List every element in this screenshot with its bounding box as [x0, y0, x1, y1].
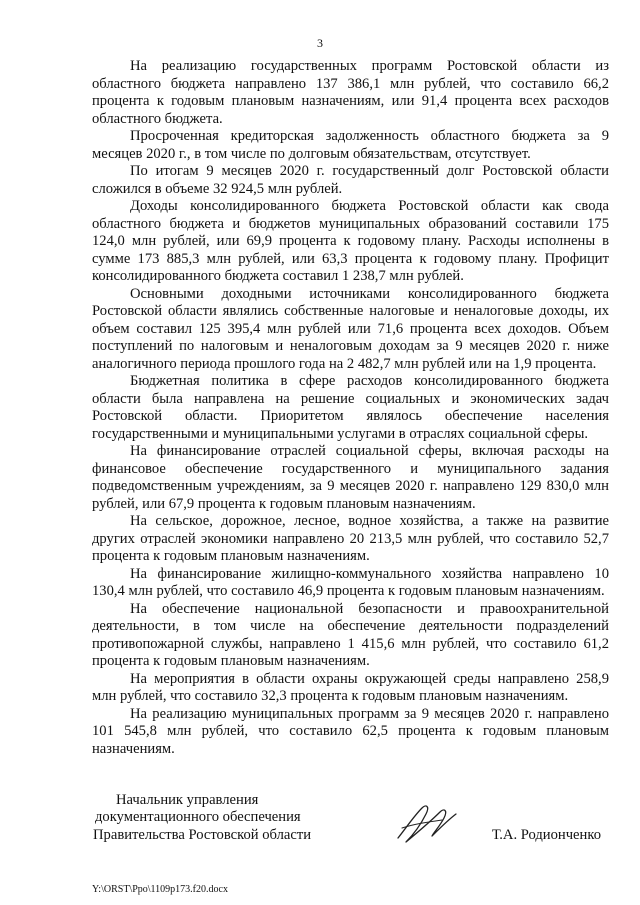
paragraph-environment: На мероприятия в области охраны окружающей среды направлено 258,9 млн рублей, что составило 32,3 процента к годовым плановым назначениям. [92, 670, 609, 704]
paragraph-consolidated-revenue: Доходы консолидированного бюджета Ростовской области как свода областного бюджета и бюджетов муниципальных образований составили 175 124,0 млн рублей, или 69,9 процента к годовому плану. Расходы исполнены в сумме 173 885,3 млн рублей, или 63,3 процента к годовому плану. Профицит консолидированного бюджета составил 1 238,7 млн рублей. [92, 198, 609, 284]
signatory-title-line-1: Начальник управления [116, 792, 259, 808]
paragraph-budget-policy: Бюджетная политика в сфере расходов консолидированного бюджета области была направлена на решение социальных и экономических задач Ростовской области. Приоритетом являлось обеспечение населения государственными и муниципальными услугами в отраслях социальной сферы. [92, 373, 609, 442]
paragraph-payables: Просроченная кредиторская задолженность областного бюджета за 9 месяцев 2020 г., в том числе по долговым обязательствам, отсутствует. [92, 128, 609, 162]
page-number: 3 [317, 36, 323, 50]
signatory-title-line-2: документационного обеспечения [95, 809, 301, 825]
signatory-title-line-3: Правительства Ростовской области [93, 827, 312, 843]
paragraph-municipal-programs: На реализацию муниципальных программ за 9 месяцев 2020 г. направлено 101 545,8 млн рублей, что составило 62,5 процента к годовым плановым назначениям. [92, 705, 609, 757]
signatory-name: Т.А. Родионченко [491, 827, 601, 843]
paragraph-security: На обеспечение национальной безопасности и правоохранительной деятельности, в том числе на обеспечение деятельности подразделений противопожарной службы, направлено 1 415,6 млн рублей, что составило 61,2 процента к годовым плановым назначениям. [92, 600, 609, 669]
signature-block [92, 790, 609, 850]
paragraph-housing: На финансирование жилищно-коммунального хозяйства направлено 10 130,4 млн рублей, что составило 46,9 процента к годовым плановым назначениям. [92, 565, 609, 599]
paragraph-economy: На сельское, дорожное, лесное, водное хозяйства, а также на развитие других отраслей экономики направлено 20 213,5 млн рублей, что составило 52,7 процента к годовым плановым назначениям. [92, 513, 609, 564]
paragraph-state-debt: По итогам 9 месяцев 2020 г. государственный долг Ростовской области сложился в объеме 32 924,5 млн рублей. [92, 163, 609, 197]
document-body [92, 58, 609, 758]
handwritten-signature [392, 798, 462, 848]
paragraph-programs: На реализацию государственных программ Ростовской области из областного бюджета направлено 137 386,1 млн рублей, что составило 66,2 процента к годовым плановым назначениям, или 91,4 процента всех расходов областного бюджета. [92, 58, 609, 127]
file-path: Y:\ORST\Ppo\1109p173.f20.docx [92, 884, 228, 895]
paragraph-revenue-sources: Основными доходными источниками консолидированного бюджета Ростовской области являлись собственные налоговые и неналоговые доходы, их объем составил 125 395,4 млн рублей или 71,6 процента всех доходов. Объем поступлений по налоговым и неналоговым доходам за 9 месяцев 2020 г. ниже аналогичного периода прошлого года на 2 482,7 млн рублей или на 1,9 процента. [92, 285, 609, 372]
paragraph-social-sphere: На финансирование отраслей социальной сферы, включая расходы на финансовое обеспечение государственного и муниципального задания подведомственным учреждениям, за 9 месяцев 2020 г. направлено 129 830,0 млн рублей, или 67,9 процента к годовым плановым назначениям. [92, 443, 609, 512]
